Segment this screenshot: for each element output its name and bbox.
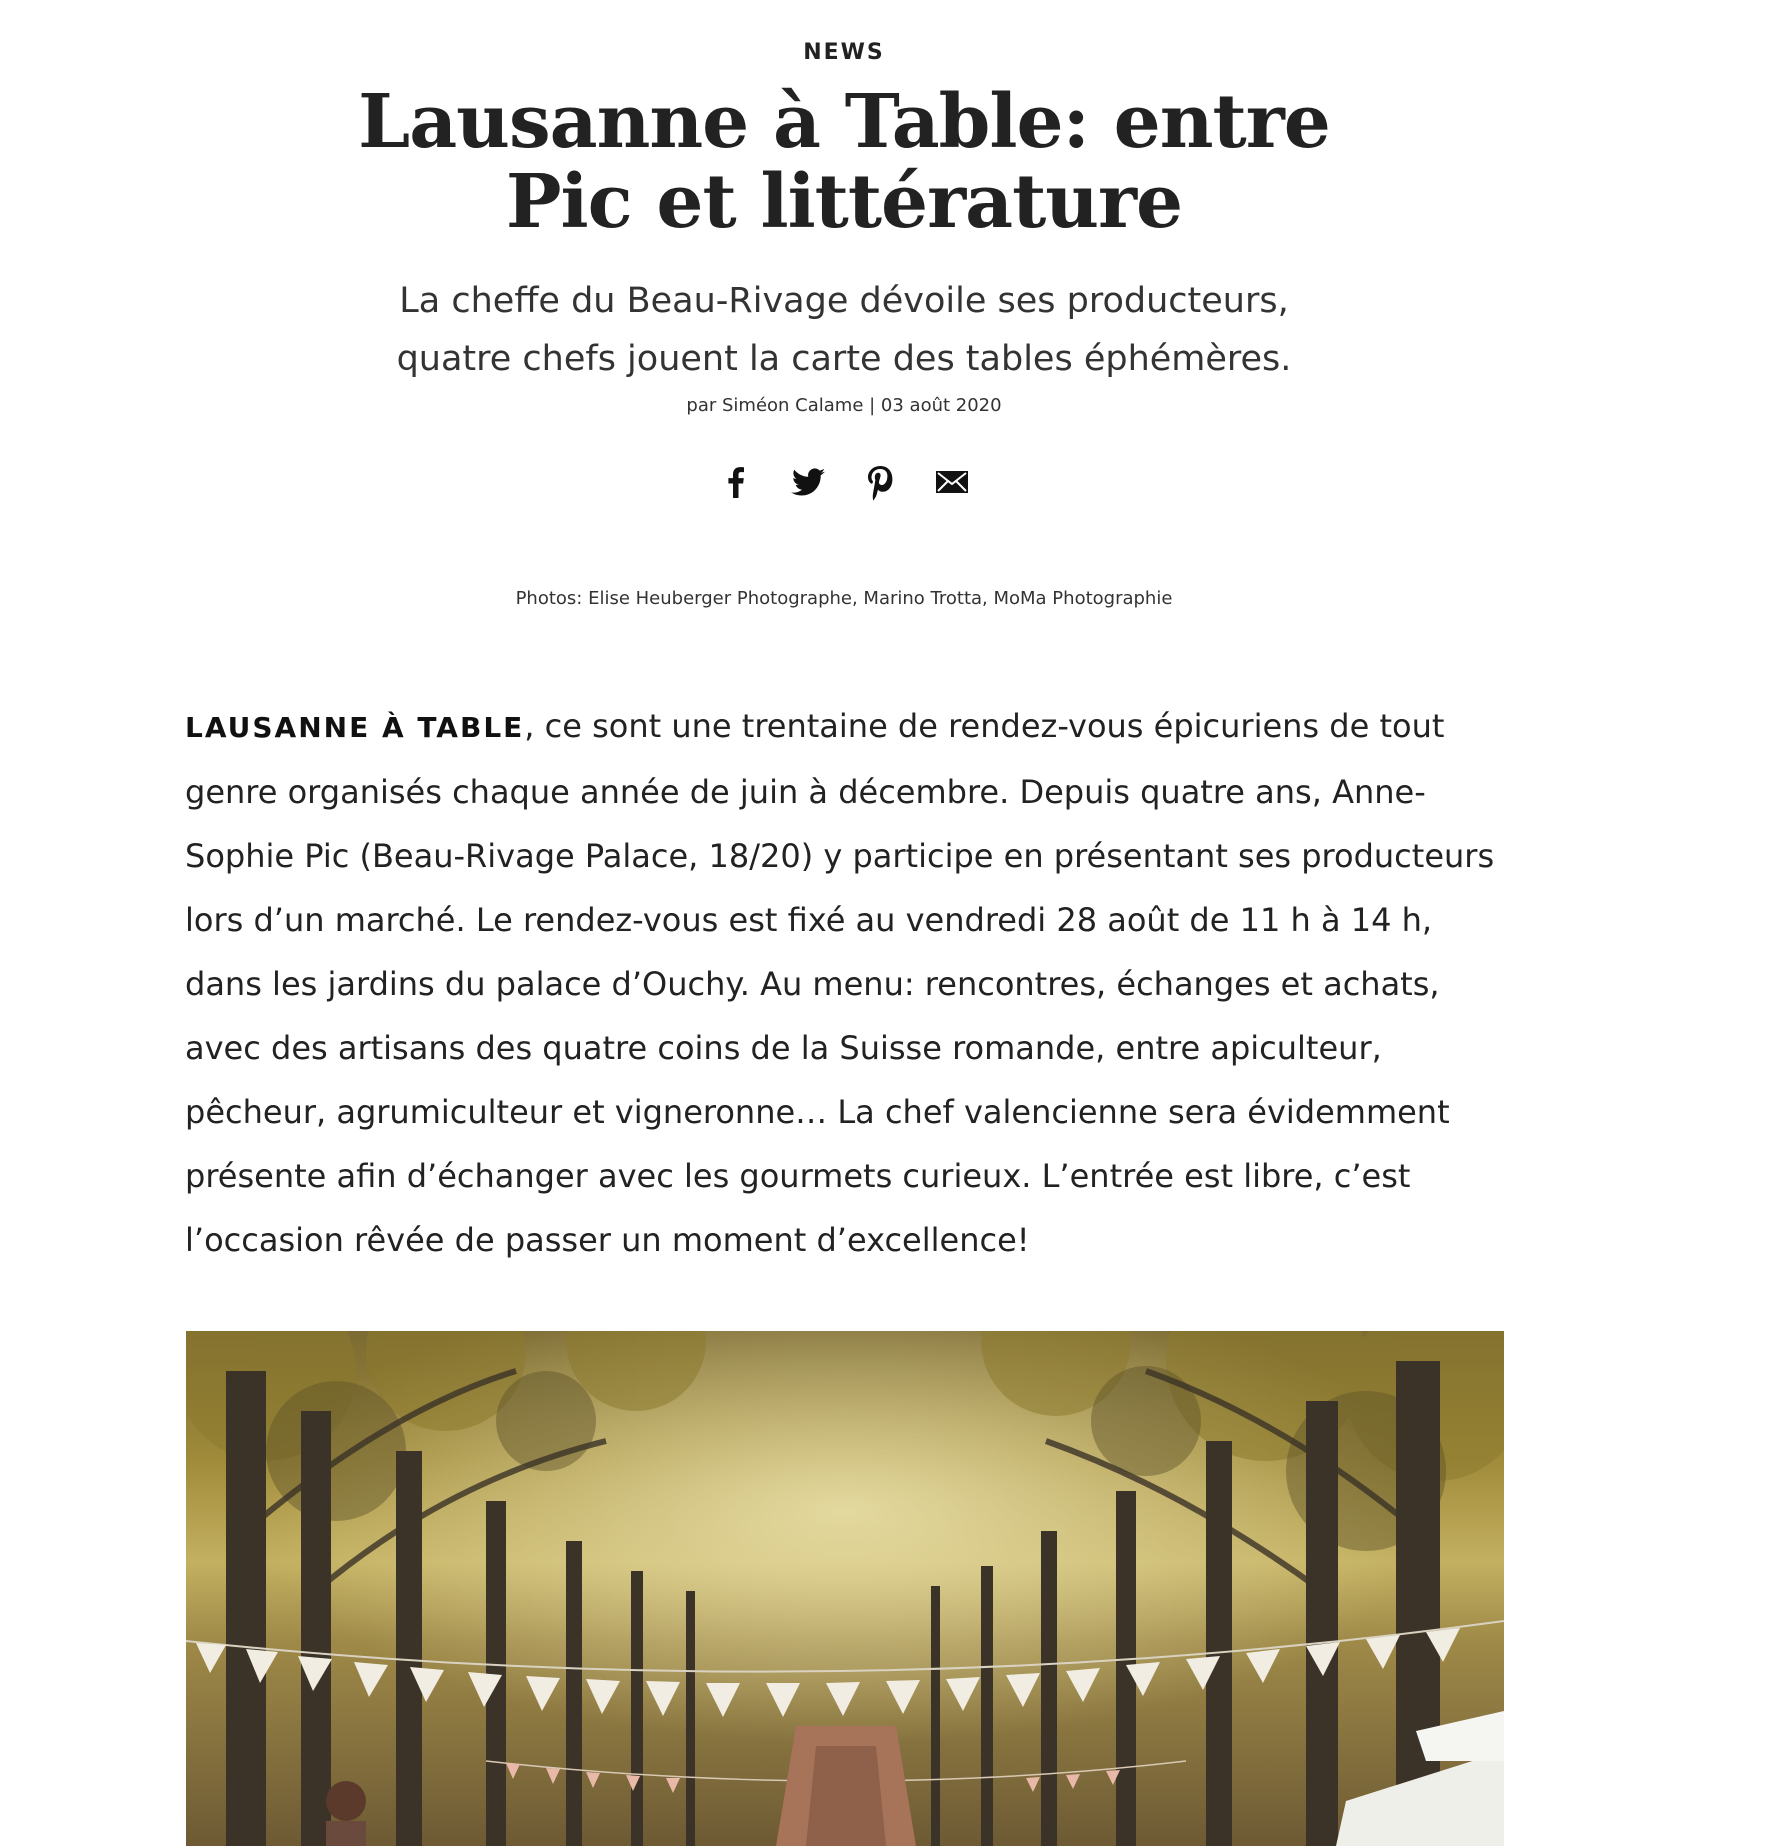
category-kicker[interactable]: NEWS	[803, 40, 885, 65]
article-title: Lausanne à Table: entre Pic et littérature	[358, 79, 1330, 245]
article-body	[185, 694, 1505, 1272]
article-photo	[186, 1331, 1504, 1846]
pinterest-icon[interactable]	[858, 460, 902, 504]
article-body-text: , ce sont une trentaine de rendez-vous épicuriens de tout genre organisés chaque année de juin à décembre. Depuis quatre ans, Anne-Sophie Pic (Beau-Rivage Palace, 18/20) y participe en présentant ses producteurs lors d’un marché. Le rendez-vous est fixé au vendredi 28 août de 11 h à 14 h, dans les jardins du palace d’Ouchy. Au menu: rencontres, échanges et achats, avec des artisans des quatre coins de la Suisse romande, entre apiculteur, pêcheur, agrumiculteur et vigneronne… La chef valencienne sera évidemment présente afin d’échanger avec les gourmets curieux. L’entrée est libre, c’est l’occasion rêvée de passer un moment d’excellence!	[185, 707, 1495, 1259]
share-bar	[0, 460, 1688, 504]
photo-credits: Photos: Elise Heuberger Photographe, Marino Trotta, MoMa Photographie	[515, 588, 1173, 609]
lead-label: LAUSANNE À TABLE	[185, 711, 525, 744]
article-byline: par Siméon Calame | 03 août 2020	[686, 395, 1002, 416]
facebook-icon[interactable]	[714, 460, 758, 504]
tree-avenue-illustration	[186, 1331, 1504, 1846]
article-subtitle: La cheffe du Beau-Rivage dévoile ses producteurs, quatre chefs jouent la carte des tables éphémères.	[396, 281, 1292, 379]
twitter-icon[interactable]	[786, 460, 830, 504]
email-icon[interactable]	[930, 460, 974, 504]
